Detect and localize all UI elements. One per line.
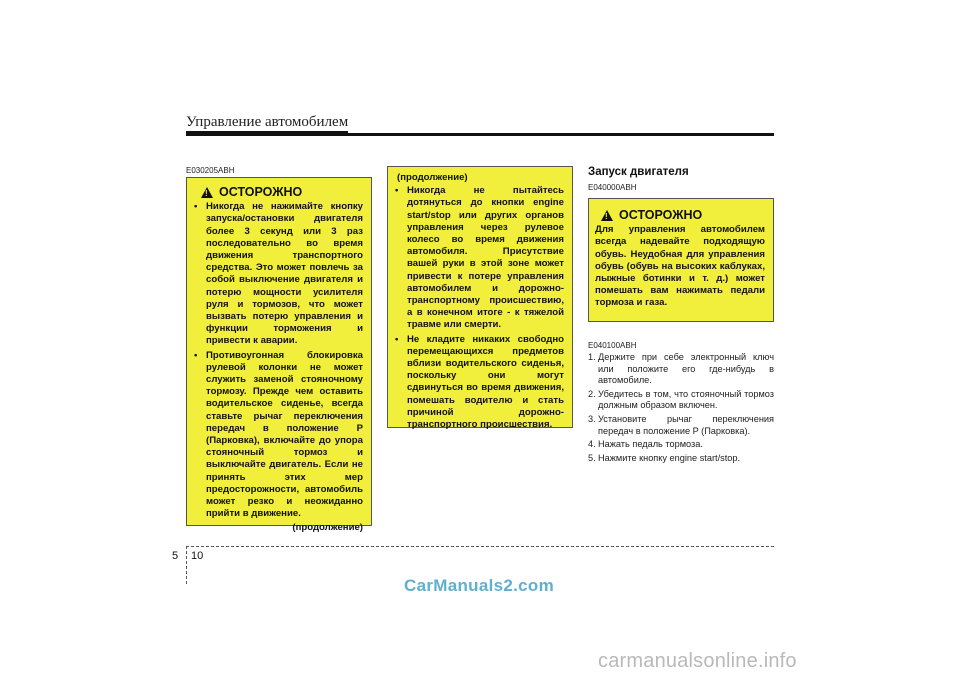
step-number: 3.	[588, 413, 596, 424]
step-item	[588, 352, 774, 387]
footer-section-number: 5	[172, 550, 179, 562]
step-item	[588, 439, 774, 451]
step-number: 4.	[588, 439, 596, 450]
middle-continued-label: (продолжение)	[397, 172, 468, 183]
warning-triangle-icon	[601, 210, 613, 221]
left-warning-list	[193, 201, 363, 520]
step-text: Убедитесь в том, что стояночный тормоз должным образом включен.	[598, 388, 774, 411]
watermark-link[interactable]: CarManuals2.com	[404, 576, 554, 595]
step-number: 1.	[588, 352, 596, 362]
right-warning-text: Для управления автомобилем всегда надевайте подходящую обувь. Неудобная для управления обувь (обувь на высоких каблуках, лыжные ботинки и т. д.) может помешать вам нажимать педали тормоза и газа.	[595, 224, 765, 309]
middle-warning-box	[387, 166, 573, 431]
right-warning-heading-text: ОСТОРОЖНО	[619, 208, 703, 222]
step-number: 5.	[588, 452, 596, 463]
right-warning-box	[588, 198, 774, 322]
footer-dashed-rule	[186, 546, 774, 547]
left-warning-heading	[193, 186, 363, 198]
left-continued-label: (продолжение)	[292, 522, 363, 534]
section-header-title: Управление автомобилем	[186, 114, 349, 130]
middle-warning-item: • Не кладите никаких свободно перемещающихся предметов вблизи водительского сиденья, поскольку они могут сдвинуться во время движения, помешать водителю и стать причиной дорожно-транспортного происшествия.	[394, 334, 564, 432]
step-number: 2.	[588, 388, 596, 399]
start-steps-list	[588, 352, 774, 466]
warning-triangle-icon	[201, 187, 213, 198]
left-code: E030205ABH	[186, 166, 235, 175]
section-title: Запуск двигателя	[588, 166, 689, 178]
left-warning-item: • Противоугонная блокировка рулевой колонки не может служить заменой стояночному тормозу. Прежде чем оставить водительское сиденье, всегда ставьте рычаг переключения передач в положение P (Парковка), включайте до упора стояночный тормоз и выключайте двигатель. Если не принять этих мер предосторожности, автомобиль может резко и неожиданно прийти в движение.	[193, 350, 363, 521]
step-item	[588, 453, 774, 465]
middle-warning-item: • Никогда не пытайтесь дотянуться до кнопки engine start/stop или других органов управления через рулевое колесо во время движения автомобиля. Присутствие вашей руки в этой зоне может привести к потере управления автомобилем и дорожно-транспортному происшествию, а в конечном итоге - к тяжелой травме или смерти.	[394, 185, 564, 331]
left-warning-box	[186, 177, 372, 534]
footer-vertical-rule	[186, 546, 187, 584]
footer-page-number: 10	[191, 550, 204, 562]
left-warning-heading-text: ОСТОРОЖНО	[219, 185, 303, 199]
site-footer-text: carmanualsonline.info	[598, 650, 797, 672]
step-item	[588, 414, 774, 437]
left-warning-item: • Никогда не нажимайте кнопку запуска/остановки двигателя более 3 секунд или 3 раз последовательно во время движения транспортного средства. Это может повлечь за собой выключение двигателя и потерю мощности усилителя руля и тормозов, что может вызвать потерю управления и функции торможения и привести к аварии.	[193, 201, 363, 347]
step-text: Держите при себе электронный ключ или положите его где-нибудь в автомобиле.	[598, 352, 774, 386]
header-rule	[186, 133, 774, 136]
step-text: Нажмите кнопку engine start/stop.	[598, 452, 741, 463]
middle-warning-list	[394, 185, 564, 431]
right-warning-heading	[595, 209, 765, 221]
step-text: Нажать педаль тормоза.	[598, 439, 703, 450]
right-code: E040000ABH	[588, 183, 637, 192]
steps-code: E040100ABH	[588, 341, 637, 350]
step-item	[588, 389, 774, 412]
step-text: Установите рычаг переключения передач в положение P (Парковка).	[598, 413, 774, 436]
